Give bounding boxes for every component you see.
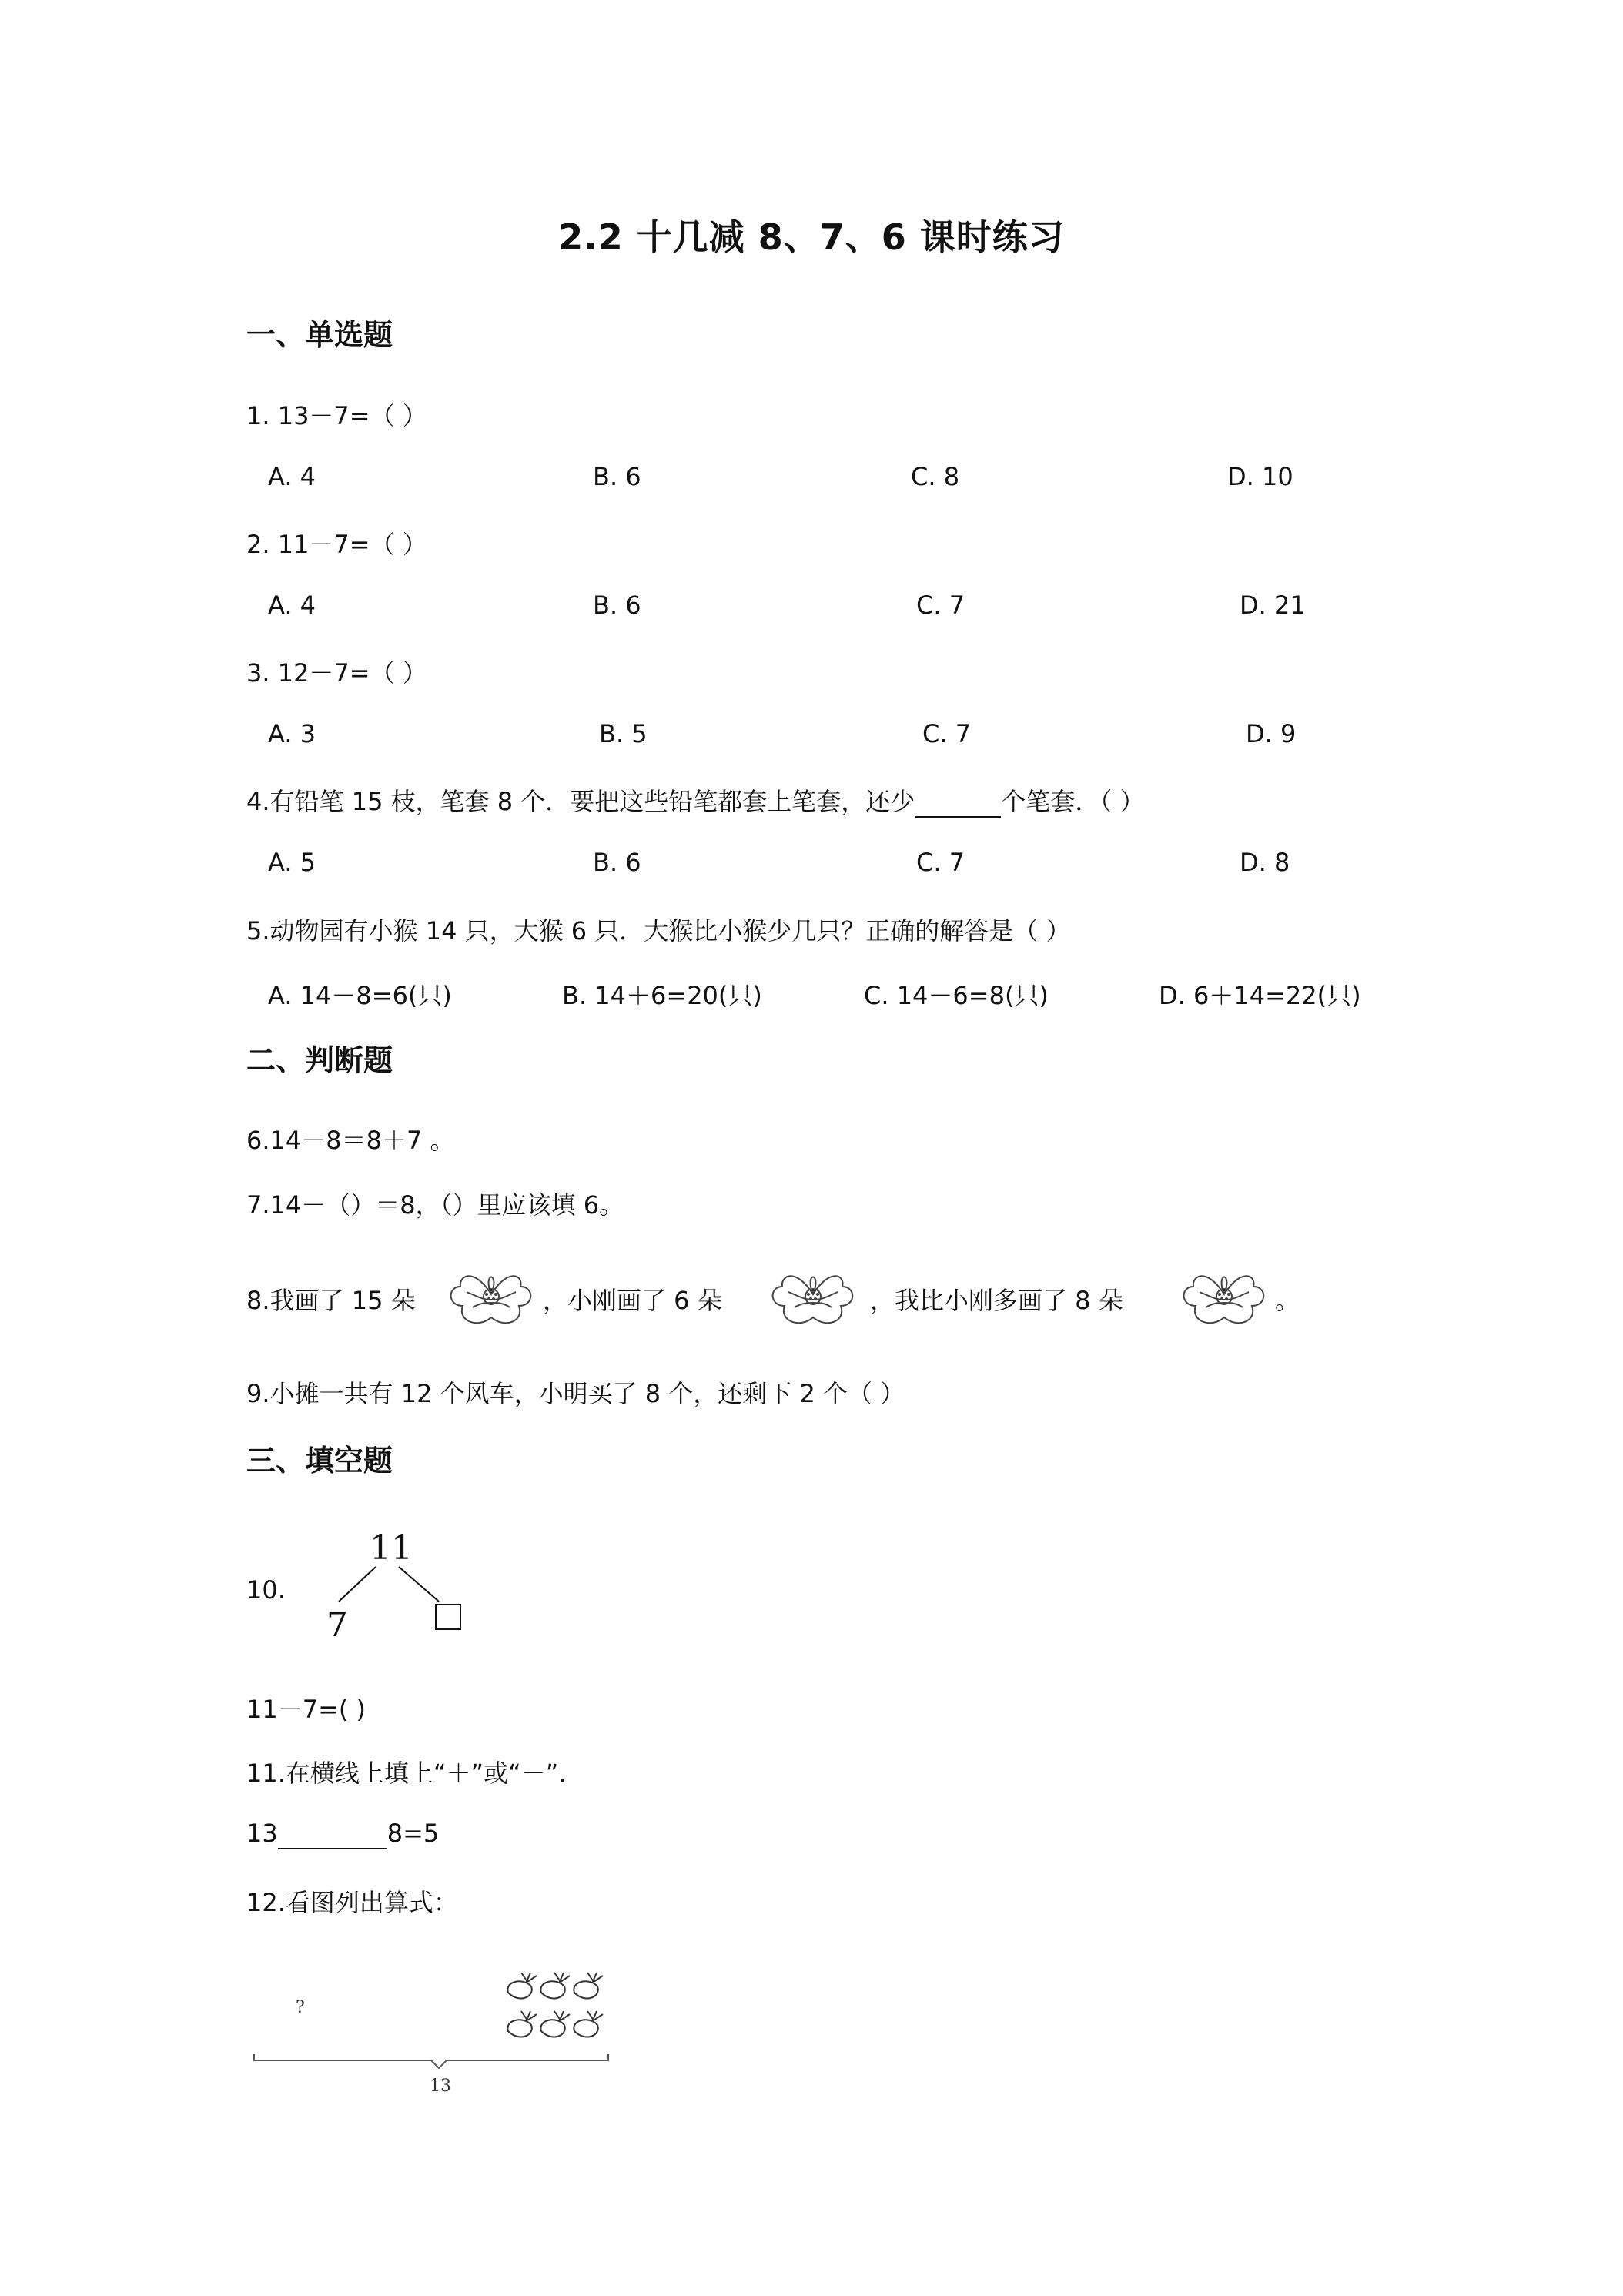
bond-line-right <box>399 1567 439 1602</box>
q1-option-d: D. 10 <box>1227 462 1293 491</box>
flower-icon <box>1176 1252 1272 1337</box>
section-true-false: 二、判断题 <box>246 1043 393 1077</box>
q3-option-d: D. 9 <box>1246 719 1297 748</box>
question-6: 6.14－8＝8＋7 。 <box>246 1126 455 1155</box>
q11-eq-right: 8=5 <box>387 1819 440 1848</box>
total-brace <box>254 2054 608 2068</box>
q10-label: 10. <box>246 1575 286 1605</box>
q12-picture <box>246 1956 631 2110</box>
bond-line-left <box>339 1567 376 1602</box>
q11-answer-blank[interactable] <box>278 1819 387 1849</box>
q2-option-a: A. 4 <box>268 591 316 620</box>
q1-option-c: C. 8 <box>911 462 960 491</box>
q2-option-d: D. 21 <box>1240 591 1306 620</box>
radish-group <box>507 1973 603 2037</box>
q4-stem-before: 4.有铅笔 15 枝，笔套 8 个．要把这些铅笔都套上笔套，还少 <box>246 787 915 816</box>
q11-equation <box>246 1819 439 1849</box>
q4-stem-after: 个笔套．（ ） <box>1001 787 1145 816</box>
q4-option-a: A. 5 <box>268 848 316 877</box>
q10-top-number: 11 <box>370 1528 413 1568</box>
q4-answer-blank[interactable] <box>915 787 1001 818</box>
question-12: 12.看图列出算式： <box>246 1888 458 1917</box>
q10-equation: 11－7=( ) <box>246 1695 366 1724</box>
q5-option-c: C. 14－6=8(只) <box>864 981 1049 1010</box>
flower-icon <box>765 1252 861 1337</box>
q3-option-c: C. 7 <box>922 719 972 748</box>
section-single-choice: 一、单选题 <box>246 318 393 352</box>
q8-part-4: 。 <box>1275 1286 1300 1315</box>
question-1: 1. 13－7=（ ） <box>246 401 427 430</box>
q1-option-b: B. 6 <box>593 462 641 491</box>
page-title: 2.2 十几减 8、7、6 课时练习 <box>558 216 1065 258</box>
q4-option-b: B. 6 <box>593 848 641 877</box>
q8-part-3: ，我比小刚多画了 8 朵 <box>870 1286 1123 1315</box>
q2-option-c: C. 7 <box>916 591 965 620</box>
question-9: 9.小摊一共有 12 个风车，小明买了 8 个，还剩下 2 个（ ） <box>246 1379 905 1408</box>
q8-part-2: ，小刚画了 6 朵 <box>543 1286 722 1315</box>
q11-eq-left: 13 <box>246 1819 278 1848</box>
question-11: 11.在横线上填上“＋”或“－”. <box>246 1759 567 1788</box>
number-bond-diagram <box>316 1525 485 1648</box>
q2-option-b: B. 6 <box>593 591 641 620</box>
q3-option-b: B. 5 <box>599 719 648 748</box>
question-5: 5.动物园有小猴 14 只，大猴 6 只．大猴比小猴少几只？正确的解答是（ ） <box>246 916 1071 946</box>
q5-option-b: B. 14＋6=20(只) <box>562 981 762 1010</box>
question-2: 2. 11－7=（ ） <box>246 530 427 559</box>
question-4 <box>246 782 1145 818</box>
q1-option-a: A. 4 <box>268 462 316 491</box>
question-3: 3. 12－7=（ ） <box>246 658 427 688</box>
q5-option-a: A. 14－8=6(只) <box>268 981 452 1010</box>
q3-option-a: A. 3 <box>268 719 316 748</box>
q4-option-c: C. 7 <box>916 848 965 877</box>
q10-left-number: 7 <box>326 1605 348 1645</box>
q12-total-label: 13 <box>430 2077 451 2096</box>
question-7: 7.14－（）＝8，（）里应该填 6。 <box>246 1190 624 1220</box>
q8-part-1: 8.我画了 15 朵 <box>246 1286 416 1315</box>
flower-icon <box>443 1252 539 1337</box>
section-fill-blank: 三、填空题 <box>246 1444 393 1478</box>
q12-unknown-label: ? <box>296 1998 305 2017</box>
q4-option-d: D. 8 <box>1240 848 1290 877</box>
answer-box[interactable] <box>436 1605 460 1629</box>
q5-option-d: D. 6＋14=22(只) <box>1159 981 1361 1010</box>
